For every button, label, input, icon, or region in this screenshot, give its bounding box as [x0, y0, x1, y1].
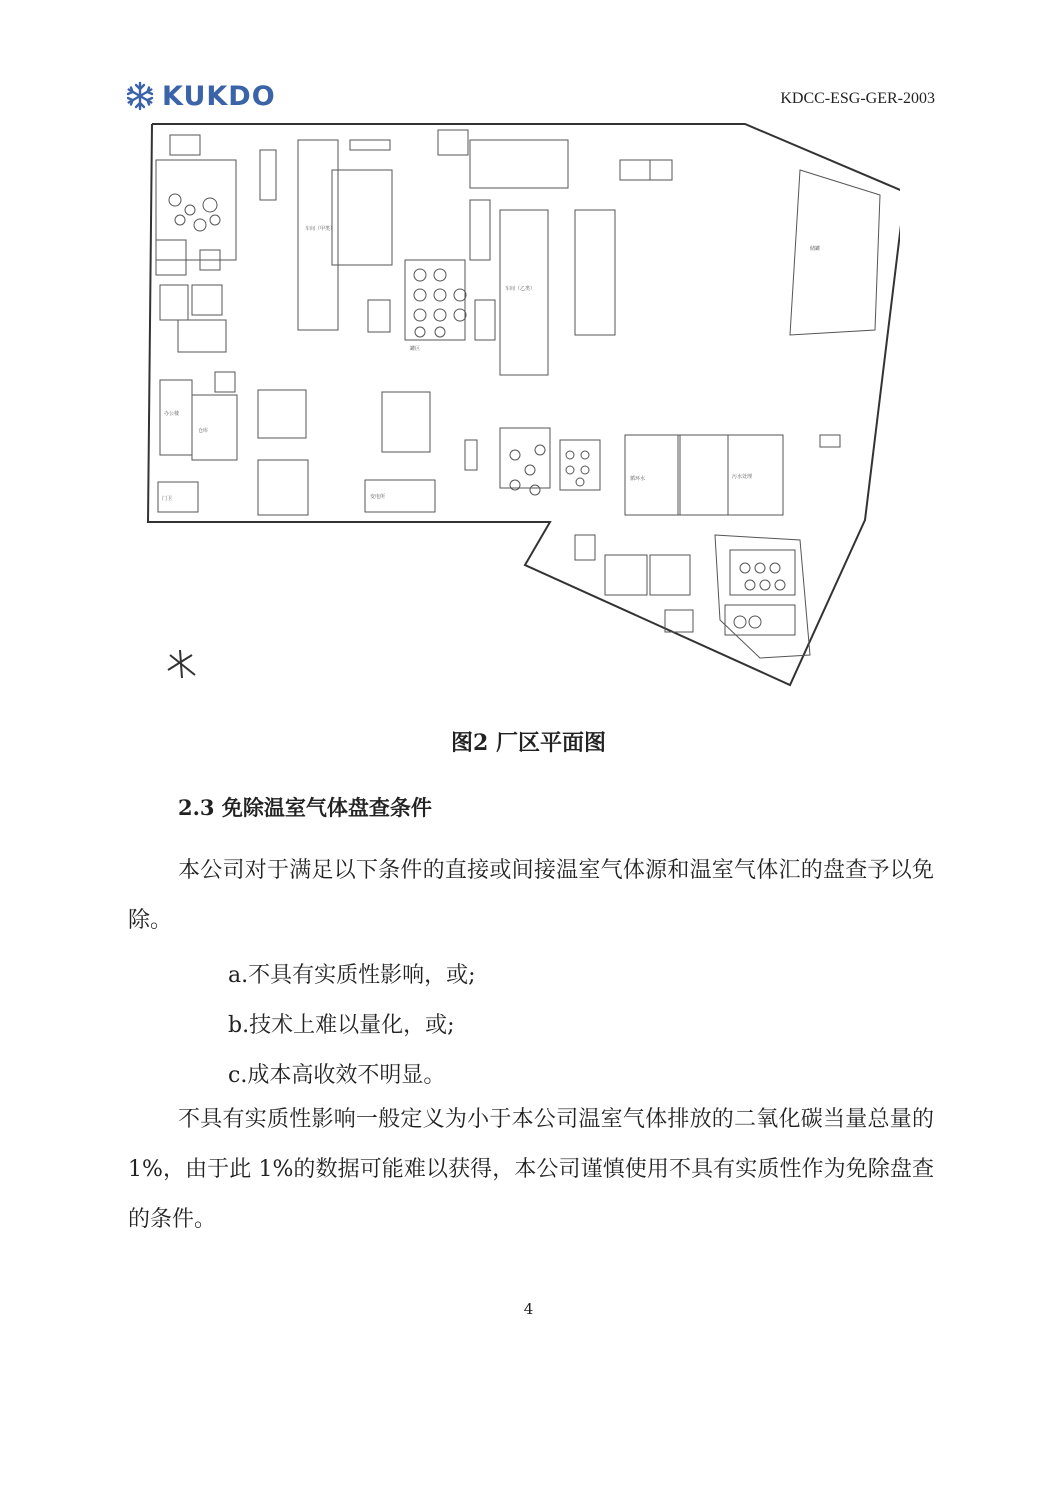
page-number: 4 [523, 1300, 534, 1318]
building [650, 160, 672, 180]
map-label: 车间（乙类） [505, 286, 536, 292]
tank-area [790, 170, 880, 335]
building [215, 372, 235, 392]
figure-caption: 图2 厂区平面图 [451, 730, 606, 756]
map-label: 罐区 [410, 346, 421, 352]
building [258, 390, 306, 438]
logo-text: KUKDO [162, 80, 276, 112]
building [382, 392, 430, 452]
building [438, 130, 468, 155]
building [465, 440, 477, 470]
building [560, 440, 600, 490]
site-boundary [148, 124, 900, 685]
map-label: 循环水 [630, 476, 646, 482]
building [500, 428, 550, 488]
building [178, 320, 226, 352]
map-label: 仓库 [198, 428, 209, 434]
building [258, 460, 308, 515]
site-plan-figure [120, 110, 900, 690]
map-label: 储罐 [810, 246, 821, 252]
building [470, 140, 568, 188]
building [192, 285, 222, 315]
building [170, 135, 200, 155]
building [500, 210, 548, 375]
building [470, 200, 490, 260]
compass-icon [168, 650, 195, 678]
building [332, 170, 392, 265]
building [475, 300, 495, 340]
building [575, 210, 615, 335]
map-label: 污水处理 [732, 474, 753, 480]
condition-item: a.不具有实质性影响，或; [228, 963, 476, 988]
building [160, 285, 188, 320]
snowflake-icon [124, 80, 156, 112]
building [350, 140, 390, 150]
closing-paragraph: 不具有实质性影响一般定义为小于本公司温室气体排放的二氧化碳当量总量的 1%，由于此 1%的数据可能难以获得，本公司谨慎使用不具有实质性作为免除盘查的条件。 [128, 1107, 934, 1232]
building [620, 160, 650, 180]
map-label: 办公楼 [164, 411, 180, 417]
building [160, 380, 192, 455]
condition-item: b.技术上难以量化，或; [228, 1013, 455, 1038]
map-label: 门卫 [162, 496, 173, 502]
building [650, 555, 690, 595]
intro-paragraph: 本公司对于满足以下条件的直接或间接温室气体源和温室气体汇的盘查予以免除。 [128, 858, 934, 933]
section-title: 2.3 免除温室气体盘查条件 [178, 795, 432, 820]
building [575, 535, 595, 560]
building [156, 160, 236, 260]
building [820, 435, 840, 447]
document-code: KDCC-ESG-GER-2003 [780, 90, 935, 107]
building [625, 435, 680, 515]
enclosure [715, 535, 810, 658]
map-label: 变电所 [370, 494, 386, 500]
building [678, 435, 728, 515]
condition-item: c.成本高收效不明显。 [228, 1063, 446, 1088]
building [665, 610, 693, 632]
map-label: 车间（甲类） [305, 226, 336, 232]
building [156, 240, 186, 275]
building [368, 300, 390, 332]
building [260, 150, 276, 200]
building [605, 555, 647, 595]
company-logo [124, 80, 276, 112]
building [725, 605, 795, 635]
